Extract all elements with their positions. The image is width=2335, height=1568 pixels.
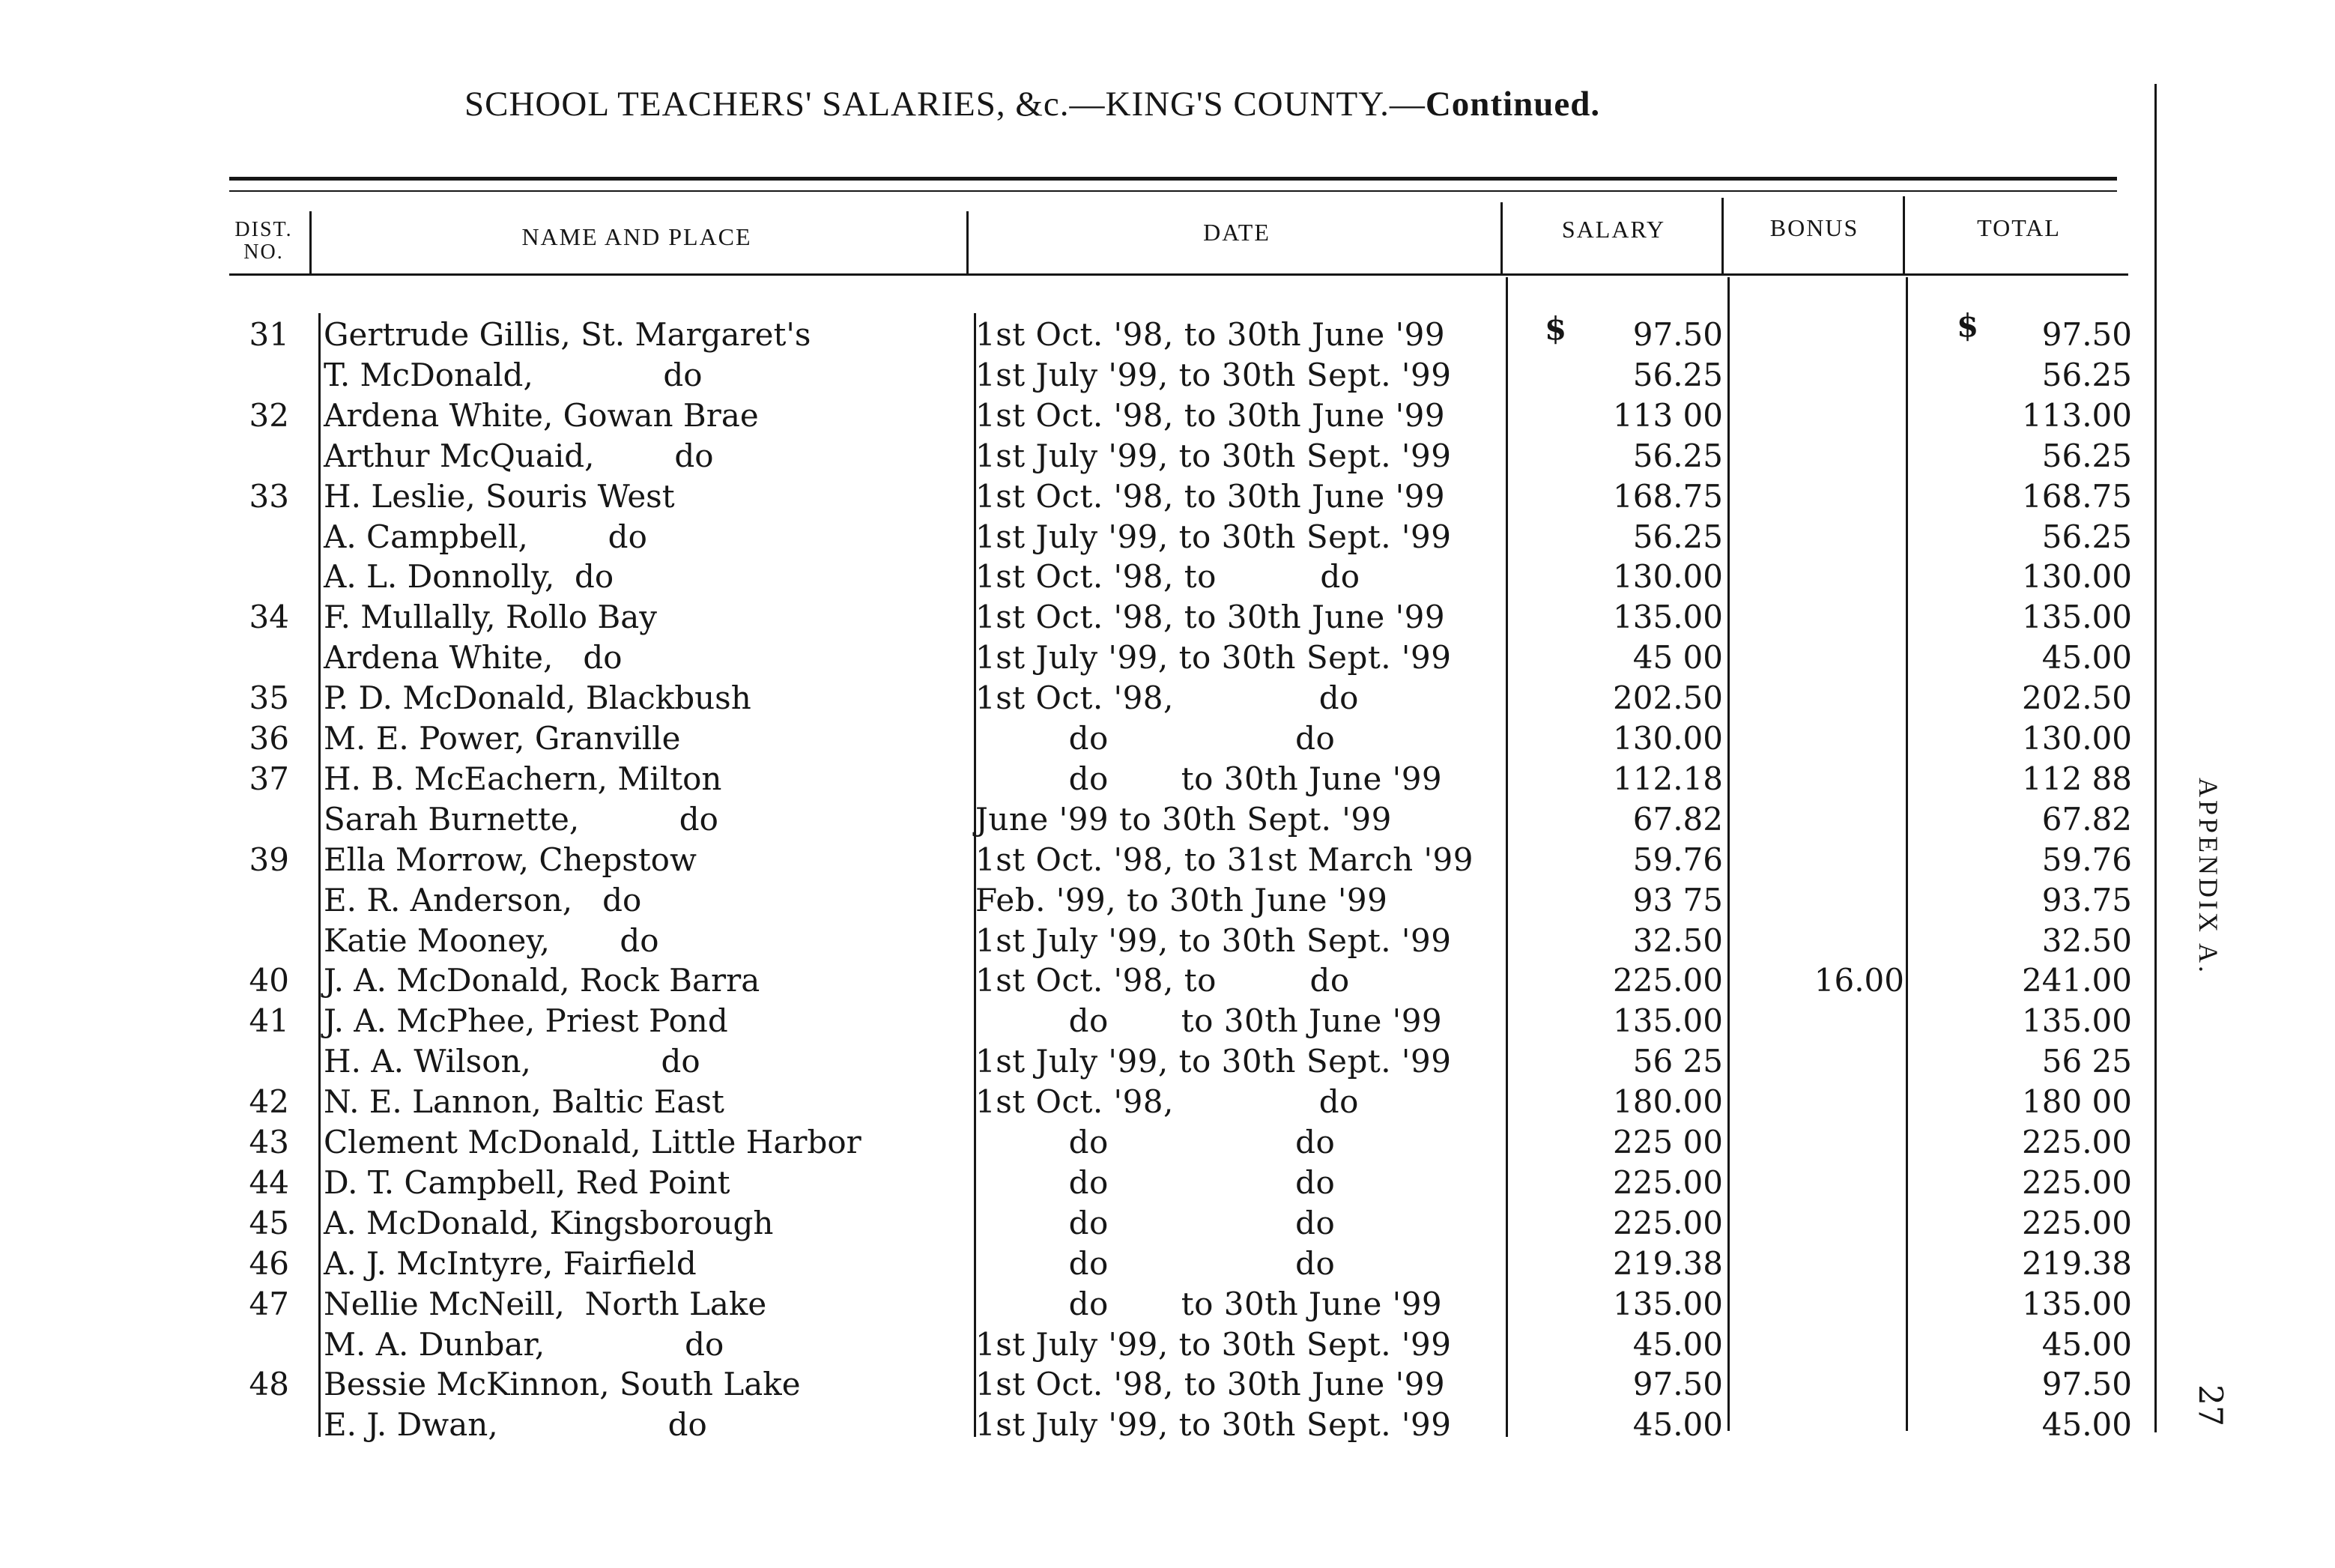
- date-cell: 1st July '99, to 30th Sept. '99: [975, 1406, 1452, 1444]
- name-place-cell: A. Campbell, do: [324, 518, 647, 555]
- total-cell: 59.76: [2041, 841, 2132, 878]
- salary-cell: 135.00: [1613, 599, 1723, 636]
- date-cell: 1st Oct. '98, to do: [975, 558, 1360, 596]
- total-cell: 97.50: [2041, 1366, 2132, 1403]
- salary-cell: 45.00: [1632, 1406, 1723, 1444]
- date-cell: do do: [975, 1204, 1336, 1241]
- total-cell: 112 88: [2022, 760, 2132, 797]
- date-cell: 1st Oct. '98, to 30th June '99: [975, 599, 1446, 636]
- total-cell: 225.00: [2022, 1124, 2132, 1160]
- date-cell: 1st July '99, to 30th Sept. '99: [975, 1043, 1452, 1080]
- total-cell: 45.00: [2041, 1325, 2132, 1363]
- salary-cell: 168.75: [1613, 477, 1723, 515]
- name-place-cell: A. J. McIntyre, Fairfield: [324, 1244, 697, 1282]
- salary-cell: 135.00: [1613, 1285, 1723, 1322]
- name-place-cell: Clement McDonald, Little Harbor: [324, 1124, 861, 1160]
- name-place-cell: M. E. Power, Granville: [324, 720, 681, 757]
- header-sep-5: [1903, 196, 1905, 274]
- name-place-cell: Gertrude Gillis, St. Margaret's: [324, 316, 811, 353]
- date-cell: do to 30th June '99: [975, 1002, 1443, 1040]
- date-cell: do to 30th June '99: [975, 1285, 1443, 1322]
- name-place-cell: H. A. Wilson, do: [324, 1043, 700, 1080]
- name-place-cell: Ardena White, do: [324, 639, 623, 676]
- salary-cell: 97.50: [1632, 1366, 1723, 1403]
- date-cell: do to 30th June '99: [975, 760, 1443, 797]
- total-currency: $: [1957, 307, 1979, 344]
- date-cell: 1st July '99, to 30th Sept. '99: [975, 639, 1452, 676]
- date-cell: 1st July '99, to 30th Sept. '99: [975, 437, 1452, 474]
- dist-no-cell: 45: [249, 1204, 289, 1241]
- date-cell: 1st July '99, to 30th Sept. '99: [975, 1325, 1452, 1363]
- total-cell: 135.00: [2022, 1285, 2132, 1322]
- salary-cell: 56 25: [1632, 1043, 1723, 1080]
- name-place-cell: D. T. Campbell, Red Point: [324, 1163, 730, 1201]
- total-cell: 32.50: [2041, 921, 2132, 959]
- salary-cell: 180.00: [1613, 1083, 1723, 1121]
- date-cell: 1st Oct. '98, to 30th June '99: [975, 316, 1446, 353]
- dist-no-cell: 39: [249, 841, 289, 878]
- total-cell: 56.25: [2041, 437, 2132, 474]
- page-edge-line: [2154, 84, 2157, 1432]
- dist-no-cell: 46: [249, 1244, 289, 1282]
- total-cell: 56.25: [2041, 356, 2132, 393]
- header-rule: [229, 273, 2128, 276]
- top-rule-thin: [229, 190, 2117, 192]
- name-place-cell: Sarah Burnette, do: [324, 800, 718, 838]
- total-cell: 97.50: [2041, 316, 2132, 353]
- header-name: NAME AND PLACE: [521, 223, 752, 250]
- title-main: SCHOOL TEACHERS' SALARIES, &c.—KING'S COUNTY.—: [464, 85, 1426, 124]
- dist-no-cell: 33: [249, 477, 289, 515]
- salary-cell: 45 00: [1632, 639, 1723, 676]
- name-place-cell: Arthur McQuaid, do: [324, 437, 714, 474]
- appendix-label: APPENDIX A.: [2193, 777, 2223, 976]
- total-cell: 219.38: [2022, 1244, 2132, 1282]
- date-cell: Feb. '99, to 30th June '99: [975, 881, 1388, 918]
- date-cell: 1st July '99, to 30th Sept. '99: [975, 921, 1452, 959]
- name-place-cell: E. J. Dwan, do: [324, 1406, 707, 1444]
- salary-cell: 130.00: [1613, 558, 1723, 596]
- name-place-cell: Bessie McKinnon, South Lake: [324, 1366, 801, 1403]
- salary-cell: 225.00: [1613, 962, 1723, 999]
- salary-cell: 67.82: [1632, 800, 1723, 838]
- salary-cell: 202.50: [1613, 679, 1723, 717]
- salary-cell: 225 00: [1613, 1124, 1723, 1160]
- bonus-cell: 16.00: [1814, 962, 1904, 999]
- total-cell: 135.00: [2022, 599, 2132, 636]
- total-cell: 180 00: [2022, 1083, 2132, 1121]
- total-cell: 113.00: [2022, 396, 2132, 434]
- name-place-cell: Ella Morrow, Chepstow: [324, 841, 697, 878]
- header-sep-1: [309, 211, 312, 274]
- date-cell: 1st Oct. '98, to 31st March '99: [975, 841, 1474, 878]
- name-place-cell: J. A. McPhee, Priest Pond: [324, 1002, 728, 1040]
- date-cell: do do: [975, 1124, 1336, 1160]
- name-place-cell: A. McDonald, Kingsborough: [324, 1204, 774, 1241]
- name-place-cell: Nellie McNeill, North Lake: [324, 1285, 767, 1322]
- date-cell: June '99 to 30th Sept. '99: [975, 800, 1392, 838]
- dist-no-cell: 43: [249, 1124, 289, 1160]
- date-cell: 1st Oct. '98, do: [975, 1083, 1359, 1121]
- total-cell: 135.00: [2022, 1002, 2132, 1040]
- salary-cell: 113 00: [1613, 396, 1723, 434]
- date-cell: 1st Oct. '98, to 30th June '99: [975, 1366, 1446, 1403]
- dist-no-cell: 48: [249, 1366, 289, 1403]
- name-place-cell: J. A. McDonald, Rock Barra: [324, 962, 760, 999]
- header-dist-line1: DIST.: [234, 218, 293, 241]
- total-cell: 56 25: [2041, 1043, 2132, 1080]
- dist-no-cell: 37: [249, 760, 289, 797]
- name-place-cell: N. E. Lannon, Baltic East: [324, 1083, 724, 1121]
- total-cell: 130.00: [2022, 558, 2132, 596]
- salary-cell: 32.50: [1632, 921, 1723, 959]
- salary-cell: 56.25: [1632, 437, 1723, 474]
- total-cell: 45.00: [2041, 1406, 2132, 1444]
- salary-cell: 112.18: [1613, 760, 1723, 797]
- name-place-cell: A. L. Donnolly, do: [324, 558, 614, 596]
- salary-cell: 45.00: [1632, 1325, 1723, 1363]
- salary-currency: $: [1545, 310, 1567, 347]
- salary-cell: 56.25: [1632, 356, 1723, 393]
- dist-no-cell: 47: [249, 1285, 289, 1322]
- header-date: DATE: [1203, 219, 1271, 246]
- name-place-cell: H. Leslie, Souris West: [324, 477, 675, 515]
- total-cell: 225.00: [2022, 1163, 2132, 1201]
- salary-cell: 59.76: [1632, 841, 1723, 878]
- salary-cell: 225.00: [1613, 1204, 1723, 1241]
- dist-no-cell: 32: [249, 396, 289, 434]
- header-salary: SALARY: [1561, 216, 1666, 243]
- total-cell: 168.75: [2022, 477, 2132, 515]
- header-sep-3: [1500, 202, 1503, 274]
- total-cell: 56.25: [2041, 518, 2132, 555]
- name-place-cell: E. R. Anderson, do: [324, 881, 642, 918]
- dist-no-cell: 41: [249, 1002, 289, 1040]
- total-cell: 225.00: [2022, 1204, 2132, 1241]
- total-cell: 93.75: [2041, 881, 2132, 918]
- name-place-cell: P. D. McDonald, Blackbush: [324, 679, 751, 717]
- total-cell: 130.00: [2022, 720, 2132, 757]
- title-continued: Continued.: [1425, 85, 1601, 124]
- date-cell: 1st Oct. '98, do: [975, 679, 1359, 717]
- header-sep-4: [1721, 198, 1724, 274]
- dist-no-cell: 42: [249, 1083, 289, 1121]
- name-place-cell: H. B. McEachern, Milton: [324, 760, 722, 797]
- header-sep-2: [966, 211, 969, 274]
- name-place-cell: Katie Mooney, do: [324, 921, 659, 959]
- header-total: TOTAL: [1977, 214, 2061, 241]
- header-dist-line2: NO.: [243, 240, 284, 264]
- total-cell: 202.50: [2022, 679, 2132, 717]
- total-cell: 45.00: [2041, 639, 2132, 676]
- total-cell: 67.82: [2041, 800, 2132, 838]
- dist-no-cell: 40: [249, 962, 289, 999]
- top-rule-thick: [229, 177, 2117, 181]
- salary-cell: 135.00: [1613, 1002, 1723, 1040]
- salary-cell: 56.25: [1632, 518, 1723, 555]
- salary-cell: 93 75: [1632, 881, 1723, 918]
- date-cell: 1st Oct. '98, to do: [975, 962, 1350, 999]
- name-place-cell: T. McDonald, do: [324, 356, 703, 393]
- dist-no-cell: 44: [249, 1163, 289, 1201]
- date-cell: 1st Oct. '98, to 30th June '99: [975, 477, 1446, 515]
- dist-no-cell: 31: [249, 316, 289, 353]
- header-bonus: BONUS: [1769, 214, 1859, 241]
- dist-no-cell: 35: [249, 679, 289, 717]
- body-sep-name: [318, 313, 321, 1437]
- date-cell: do do: [975, 720, 1336, 757]
- body-sep-salary-right: [1727, 277, 1730, 1431]
- name-place-cell: F. Mullally, Rollo Bay: [324, 599, 658, 636]
- date-cell: 1st July '99, to 30th Sept. '99: [975, 356, 1452, 393]
- date-cell: 1st Oct. '98, to 30th June '99: [975, 396, 1446, 434]
- page-number: 27: [2190, 1384, 2229, 1426]
- dist-no-cell: 34: [249, 599, 289, 636]
- dist-no-cell: 36: [249, 720, 289, 757]
- date-cell: do do: [975, 1244, 1336, 1282]
- date-cell: do do: [975, 1163, 1336, 1201]
- name-place-cell: M. A. Dunbar, do: [324, 1325, 724, 1363]
- salary-cell: 97.50: [1632, 316, 1723, 353]
- header-dist: [222, 219, 306, 264]
- salary-cell: 130.00: [1613, 720, 1723, 757]
- salary-cell: 219.38: [1613, 1244, 1723, 1282]
- date-cell: 1st July '99, to 30th Sept. '99: [975, 518, 1452, 555]
- page-title: [464, 84, 1600, 124]
- total-cell: 241.00: [2022, 962, 2132, 999]
- name-place-cell: Ardena White, Gowan Brae: [324, 396, 759, 434]
- salary-cell: 225.00: [1613, 1163, 1723, 1201]
